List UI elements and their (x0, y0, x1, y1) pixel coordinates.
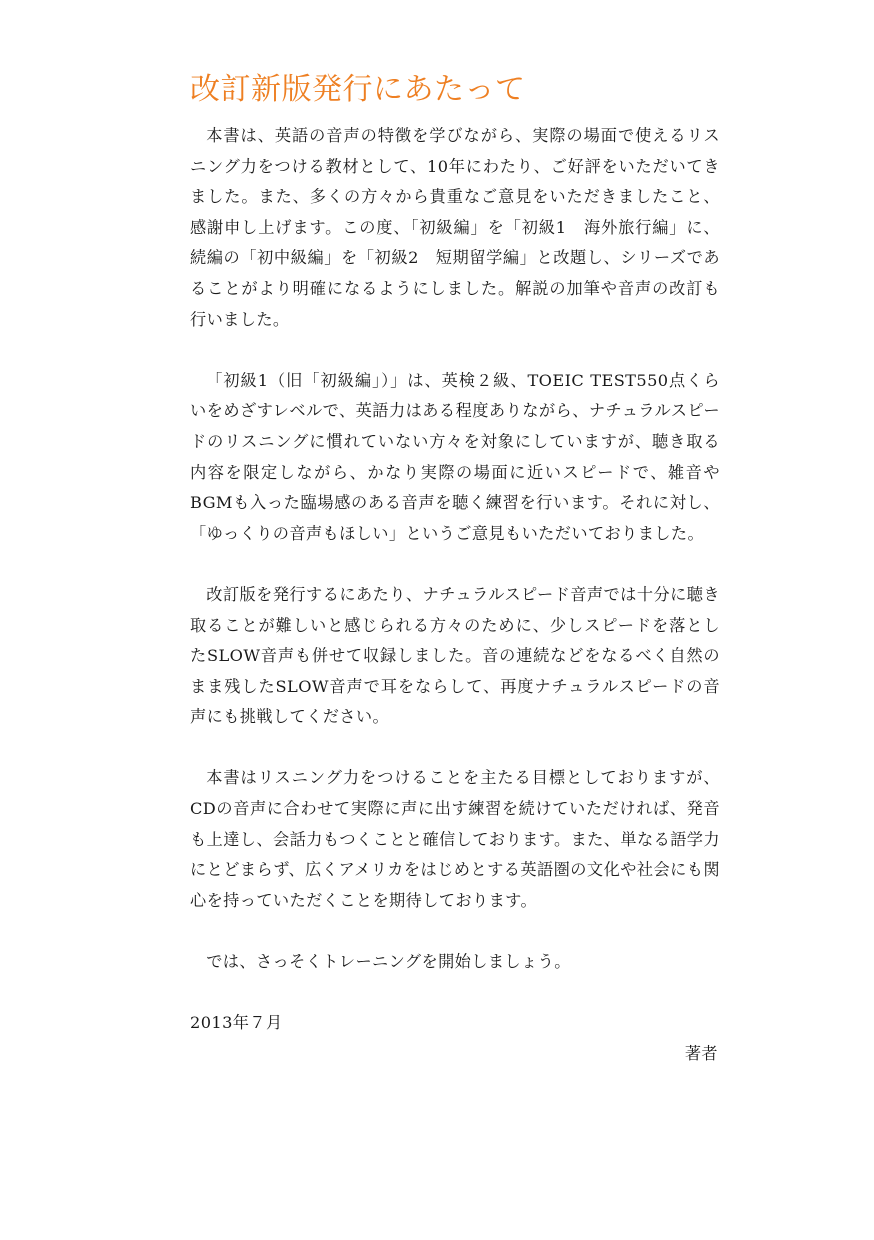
paragraph-3: 改訂版を発行するにあたり、ナチュラルスピード音声では十分に聴き取ることが難しいと感じられる方々のために、少しスピードを落としたSLOW音声も併せて収録しました。音の連続などをなるべく自然のまま残したSLOW音声で耳をならして、再度ナチュラルスピードの音声にも挑戦してください。 (190, 584, 720, 727)
publication-date: 2013年７月 (190, 1013, 283, 1033)
body-text (190, 121, 720, 1069)
paragraph-5: では、さっそくトレーニングを開始しましょう。 (206, 952, 571, 972)
page-title: 改訂新版発行にあたって (190, 72, 526, 107)
paragraph-1: 本書は、英語の音声の特徴を学びながら、実際の場面で使えるリスニング力をつける教材として、10年にわたり、ご好評をいただいてきました。また、多くの方々から貴重なご意見をいただきましたこと、感謝申し上げます。この度、「初級編」を「初級1 海外旅行編」に、続編の「初中級編」を「初級2 短期留学編」と改題し、シリーズであることがより明確になるようにしました。解説の加筆や音声の改訂も行いました。 (190, 126, 720, 329)
paragraph-2: 「初級1（旧「初級編」）」は、英検２級、TOEIC TEST550点くらいをめざすレベルで、英語力はある程度ありながら、ナチュラルスピードのリスニングに慣れていない方々を対象にしていますが、聴き取る内容を限定しながら、かなり実際の場面に近いスピードで、雑音やBGMも入った臨場感のある音声を聴く練習を行います。それに対し、「ゆっくりの音声もほしい」というご意見もいただいておりました。 (190, 370, 720, 543)
author-signature: 著者 (684, 1043, 718, 1063)
paragraph-4: 本書はリスニング力をつけることを主たる目標としておりますが、CDの音声に合わせて実際に声に出す練習を続けていただければ、発音も上達し、会話力もつくことと確信しております。また、単なる語学力にとどまらず、広くアメリカをはじめとする英語圏の文化や社会にも関心を持っていただくことを期待しております。 (190, 768, 720, 910)
